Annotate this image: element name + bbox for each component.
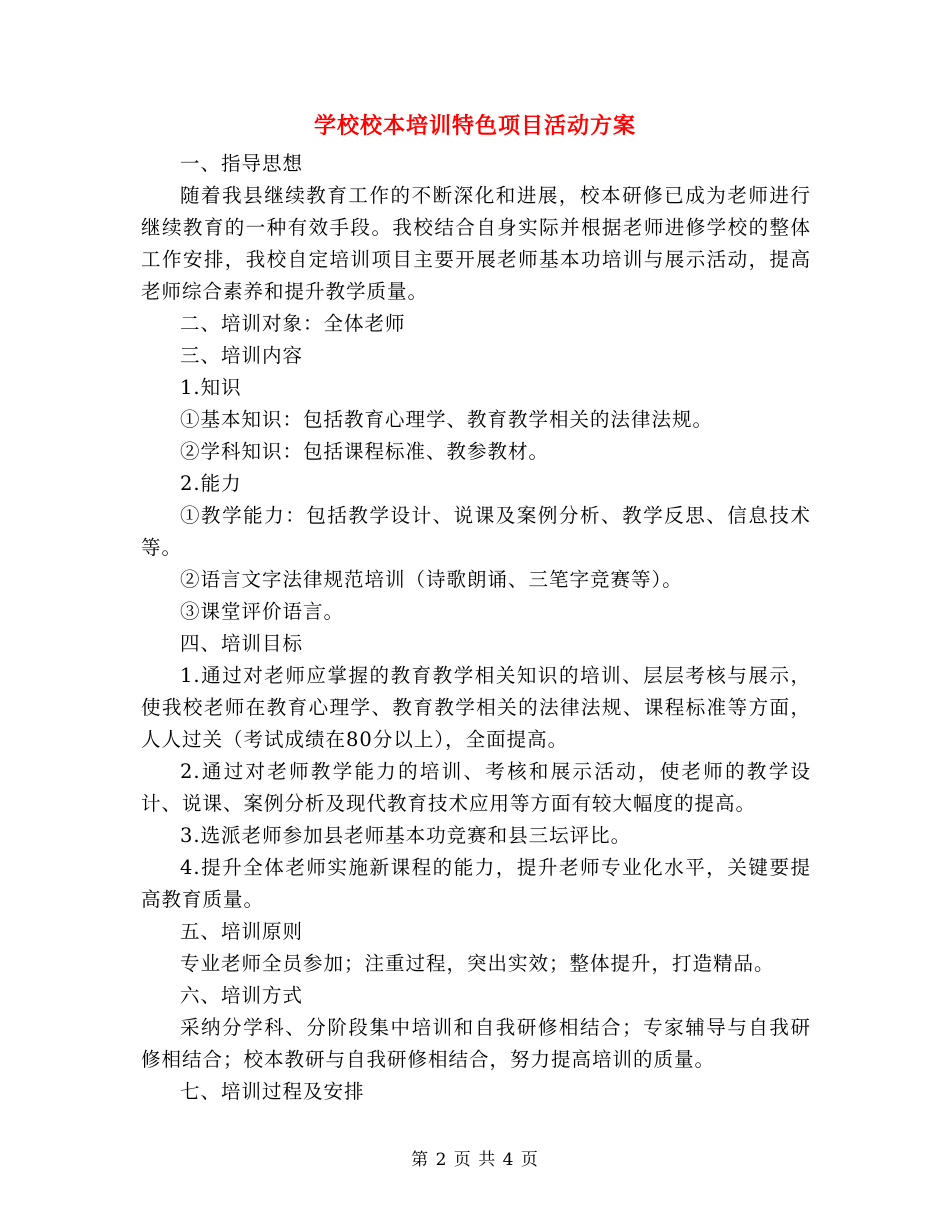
list-item-language-training: ②语言文字法律规范培训（诗歌朗诵、三笔字竞赛等）。 bbox=[180, 568, 683, 591]
goal-item-2: 2.通过对老师教学能力的培训、考核和展示活动，使老师的教学设计、说课、案例分析及现代教育技术应用等方面有较大幅度的提高。 bbox=[141, 760, 811, 815]
section-heading-guiding-ideology: 一、指导思想 bbox=[180, 152, 304, 175]
goal-item-3: 3.选派老师参加县老师基本功竞赛和县三坛评比。 bbox=[180, 824, 632, 847]
list-item-subject-knowledge: ②学科知识：包括课程标准、教参教材。 bbox=[180, 440, 550, 463]
list-item-teaching-ability: ①教学能力：包括教学设计、说课及案例分析、教学反思、信息技术等。 bbox=[141, 504, 811, 559]
section-heading-training-methods: 六、培训方式 bbox=[180, 984, 304, 1007]
goal-item-1: 1.通过对老师应掌握的教育教学相关知识的培训、层层考核与展示，使我校老师在教育心理学、教育教学相关的法律法规、课程标准等方面，人人过关（考试成绩在80分以上），全面提高。 bbox=[141, 664, 811, 751]
list-item-basic-knowledge: ①基本知识：包括教育心理学、教育教学相关的法律法规。 bbox=[180, 408, 714, 431]
page-number-footer: 第 2 页 共 4 页 bbox=[411, 1150, 539, 1170]
section-heading-training-content: 三、培训内容 bbox=[180, 344, 304, 367]
paragraph-training-methods: 采纳分学科、分阶段集中培训和自我研修相结合；专家辅导与自我研修相结合；校本教研与自我研修相结合，努力提高培训的质量。 bbox=[141, 1016, 811, 1071]
paragraph-training-principles: 专业老师全员参加；注重过程，突出实效；整体提升，打造精品。 bbox=[180, 952, 775, 975]
subheading-knowledge: 1.知识 bbox=[180, 376, 242, 399]
paragraph-guiding-ideology: 随着我县继续教育工作的不断深化和进展，校本研修已成为老师进行继续教育的一种有效手段。我校结合自身实际并根据老师进修学校的整体工作安排，我校自定培训项目主要开展老师基本功培训与展示活动，提高老师综合素养和提升教学质量。 bbox=[141, 184, 811, 303]
list-item-classroom-evaluation: ③课堂评价语言。 bbox=[180, 600, 345, 623]
document-body bbox=[141, 148, 811, 1108]
goal-item-4: 4.提升全体老师实施新课程的能力，提升老师专业化水平，关键要提高教育质量。 bbox=[141, 856, 811, 911]
subheading-ability: 2.能力 bbox=[180, 472, 242, 495]
section-heading-training-process: 七、培训过程及安排 bbox=[180, 1080, 365, 1103]
section-heading-training-principles: 五、培训原则 bbox=[180, 920, 304, 943]
section-heading-training-audience: 二、培训对象：全体老师 bbox=[180, 312, 406, 335]
document-title: 学校校本培训特色项目活动方案 bbox=[313, 113, 636, 139]
section-heading-training-goals: 四、培训目标 bbox=[180, 632, 304, 655]
